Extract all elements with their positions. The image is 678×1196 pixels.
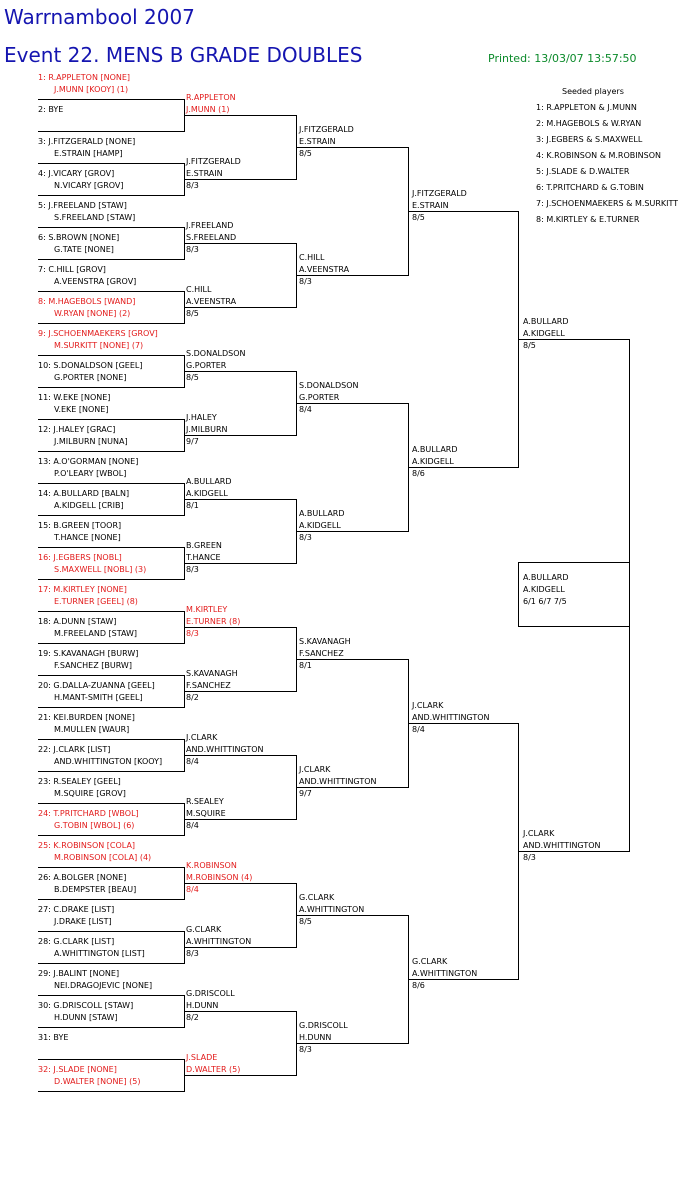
round3-score: 8/1: [299, 661, 312, 670]
round3-player2: AND.WHITTINGTON: [299, 777, 377, 786]
draw-entry-player2: J.DRAKE [LIST]: [54, 917, 112, 926]
draw-entry-player1: 30: G.DRISCOLL [STAW]: [38, 1001, 134, 1010]
draw-entry-player1: 14: A.BULLARD [BALN]: [38, 489, 130, 498]
round2-line: [184, 1011, 297, 1012]
round2-score: 8/1: [186, 501, 199, 510]
round2-player1: K.ROBINSON: [186, 861, 237, 870]
round2-player2: J.MUNN (1): [186, 105, 230, 114]
draw-line: [38, 899, 185, 900]
draw-entry-player2: A.KIDGELL [CRIB]: [54, 501, 124, 510]
draw-entry-player1: 28: G.CLARK [LIST]: [38, 937, 115, 946]
draw-entry-player1: 22: J.CLARK [LIST]: [38, 745, 111, 754]
draw-entry-player1: 29: J.BALINT [NONE]: [38, 969, 120, 978]
semifinal-player1: A.BULLARD: [523, 317, 569, 326]
round3-score: 8/3: [299, 533, 312, 542]
draw-entry-player1: 12: J.HALEY [GRAC]: [38, 425, 116, 434]
round4-line: [408, 211, 519, 212]
round2-score: 8/3: [186, 949, 199, 958]
round2-score: 8/3: [186, 245, 199, 254]
final-box-left: [518, 562, 519, 627]
draw-entry-player2: G.TOBIN [WBOL] (6): [54, 821, 135, 830]
round2-player2: T.HANCE: [186, 553, 221, 562]
final-box-bottom: [518, 626, 630, 627]
semifinal-player2: AND.WHITTINGTON: [523, 841, 601, 850]
draw-line: [38, 387, 185, 388]
round2-line: [184, 179, 297, 180]
round2-player2: E.TURNER (8): [186, 617, 241, 626]
draw-entry-player2: M.SQUIRE [GROV]: [54, 789, 126, 798]
round4-line: [408, 979, 519, 980]
round4-score: 8/6: [412, 981, 425, 990]
draw-entry-player2: G.PORTER [NONE]: [54, 373, 127, 382]
round3-score: 9/7: [299, 789, 312, 798]
round2-player1: S.DONALDSON: [186, 349, 246, 358]
draw-entry-player1: 24: T.PRITCHARD [WBOL]: [38, 809, 139, 818]
draw-entry-player1: 25: K.ROBINSON [COLA]: [38, 841, 136, 850]
round3-player1: A.BULLARD: [299, 509, 345, 518]
draw-entry-player2: N.VICARY [GROV]: [54, 181, 124, 190]
draw-line: [38, 931, 185, 932]
round4-player1: J.CLARK: [412, 701, 444, 710]
round2-score: 8/3: [186, 181, 199, 190]
round2-line: [184, 627, 297, 628]
round2-line: [184, 755, 297, 756]
round2-player1: J.SLADE: [186, 1053, 218, 1062]
draw-entry-player2: V.EKE [NONE]: [54, 405, 109, 414]
draw-entry-player2: E.TURNER [GEEL] (8): [54, 597, 138, 606]
draw-entry-player1: 8: M.HAGEBOLS [WAND]: [38, 297, 136, 306]
round4-line: [408, 467, 519, 468]
draw-entry-player2: M.MULLEN [WAUR]: [54, 725, 130, 734]
draw-line: [38, 867, 185, 868]
round4-player1: G.CLARK: [412, 957, 448, 966]
draw-line: [38, 963, 185, 964]
draw-entry-player1: 32: J.SLADE [NONE]: [38, 1065, 117, 1074]
round2-player2: M.SQUIRE: [186, 809, 226, 818]
draw-entry-player2: H.DUNN [STAW]: [54, 1013, 118, 1022]
round2-score: 8/4: [186, 821, 199, 830]
seeded-player-entry: 8: M.KIRTLEY & E.TURNER: [536, 215, 640, 224]
round3-player1: S.KAVANAGH: [299, 637, 351, 646]
semifinal-score: 8/5: [523, 341, 536, 350]
round3-score: 8/3: [299, 1045, 312, 1054]
round3-player2: F.SANCHEZ: [299, 649, 344, 658]
round3-score: 8/4: [299, 405, 312, 414]
draw-entry-player2: H.MANT-SMITH [GEEL]: [54, 693, 143, 702]
round2-line: [184, 819, 297, 820]
draw-entry-player2: G.TATE [NONE]: [54, 245, 114, 254]
draw-entry-player1: 3: J.FITZGERALD [NONE]: [38, 137, 136, 146]
draw-line: [38, 227, 185, 228]
round2-line: [184, 883, 297, 884]
round2-player1: C.HILL: [186, 285, 212, 294]
round2-line: [184, 499, 297, 500]
draw-line: [38, 739, 185, 740]
draw-entry-player1: 27: C.DRAKE [LIST]: [38, 905, 115, 914]
draw-entry-player2: B.DEMPSTER [BEAU]: [54, 885, 137, 894]
round3-player1: J.CLARK: [299, 765, 331, 774]
round4-score: 8/4: [412, 725, 425, 734]
draw-entry-player2: AND.WHITTINGTON [KOOY]: [54, 757, 163, 766]
round3-player1: G.CLARK: [299, 893, 335, 902]
semifinal-line: [518, 851, 630, 852]
event-title: Event 22. MENS B GRADE DOUBLES: [4, 43, 363, 67]
round3-score: 8/3: [299, 277, 312, 286]
round2-player2: E.STRAIN: [186, 169, 223, 178]
draw-entry-player2: M.SURKITT [NONE] (7): [54, 341, 144, 350]
round2-score: 8/2: [186, 693, 199, 702]
round3-line: [296, 531, 409, 532]
round3-player1: J.FITZGERALD: [299, 125, 354, 134]
round2-player1: B.GREEN: [186, 541, 222, 550]
draw-entry-player1: 1: R.APPLETON [NONE]: [38, 73, 131, 82]
draw-entry-player2: S.FREELAND [STAW]: [54, 213, 136, 222]
seeded-player-entry: 2: M.HAGEBOLS & W.RYAN: [536, 119, 642, 128]
round4-player1: J.FITZGERALD: [412, 189, 467, 198]
round2-player1: R.SEALEY: [186, 797, 224, 806]
draw-line: [38, 419, 185, 420]
round2-player1: A.BULLARD: [186, 477, 232, 486]
round4-player2: A.WHITTINGTON: [412, 969, 478, 978]
draw-line: [38, 707, 185, 708]
draw-entry-player2: W.RYAN [NONE] (2): [54, 309, 131, 318]
round2-score: 8/5: [186, 373, 199, 382]
round2-player1: J.FREELAND: [186, 221, 234, 230]
round2-line: [184, 947, 297, 948]
round2-line: [184, 691, 297, 692]
round2-player1: J.HALEY: [186, 413, 217, 422]
round4-player1: A.BULLARD: [412, 445, 458, 454]
draw-line: [38, 835, 185, 836]
draw-entry-player1: 7: C.HILL [GROV]: [38, 265, 106, 274]
round3-player2: A.VEENSTRA: [299, 265, 350, 274]
draw-entry-player1: 5: J.FREELAND [STAW]: [38, 201, 127, 210]
round3-player1: S.DONALDSON: [299, 381, 359, 390]
draw-entry-player2: A.VEENSTRA [GROV]: [54, 277, 137, 286]
semifinal-line: [518, 339, 630, 340]
draw-line: [38, 163, 185, 164]
round3-line: [296, 659, 409, 660]
round4-player2: A.KIDGELL: [412, 457, 454, 466]
seeded-player-entry: 7: J.SCHOENMAEKERS & M.SURKITT: [536, 199, 678, 208]
draw-entry-player2: S.MAXWELL [NOBL] (3): [54, 565, 147, 574]
draw-line: [38, 771, 185, 772]
round2-player1: J.CLARK: [186, 733, 218, 742]
draw-entry-player1: 31: BYE: [38, 1033, 69, 1042]
round4-line: [408, 723, 519, 724]
seeded-player-entry: 1: R.APPLETON & J.MUNN: [536, 103, 637, 112]
draw-line: [38, 451, 185, 452]
round3-line: [296, 915, 409, 916]
round3-player1: G.DRISCOLL: [299, 1021, 348, 1030]
round2-score: 8/3: [186, 565, 199, 574]
draw-entry-player1: 10: S.DONALDSON [GEEL]: [38, 361, 143, 370]
draw-entry-player2: NEI.DRAGOJEVIC [NONE]: [54, 981, 153, 990]
draw-line: [38, 483, 185, 484]
draw-entry-player1: 6: S.BROWN [NONE]: [38, 233, 120, 242]
round2-line: [184, 1075, 297, 1076]
round2-player2: M.ROBINSON (4): [186, 873, 253, 882]
round2-player2: F.SANCHEZ: [186, 681, 231, 690]
round2-player2: A.VEENSTRA: [186, 297, 237, 306]
round2-line: [184, 435, 297, 436]
draw-entry-player1: 15: B.GREEN [TOOR]: [38, 521, 122, 530]
round3-line: [296, 403, 409, 404]
round2-score: 9/7: [186, 437, 199, 446]
draw-line: [38, 515, 185, 516]
draw-line: [38, 643, 185, 644]
draw-entry-player1: 26: A.BOLGER [NONE]: [38, 873, 127, 882]
round4-player2: AND.WHITTINGTON: [412, 713, 490, 722]
draw-line: [38, 291, 185, 292]
draw-entry-player2: D.WALTER [NONE] (5): [54, 1077, 141, 1086]
draw-entry-player1: 4: J.VICARY [GROV]: [38, 169, 115, 178]
draw-line: [38, 355, 185, 356]
round2-player2: H.DUNN: [186, 1001, 219, 1010]
draw-line: [38, 995, 185, 996]
round2-line: [184, 563, 297, 564]
round4-score: 8/5: [412, 213, 425, 222]
draw-entry-player1: 18: A.DUNN [STAW]: [38, 617, 117, 626]
draw-entry-player2: J.MILBURN [NUNA]: [54, 437, 128, 446]
draw-entry-player2: E.STRAIN [HAMP]: [54, 149, 123, 158]
seeded-player-entry: 4: K.ROBINSON & M.ROBINSON: [536, 151, 661, 160]
draw-line: [38, 803, 185, 804]
seeded-player-entry: 5: J.SLADE & D.WALTER: [536, 167, 630, 176]
round2-score: 8/2: [186, 1013, 199, 1022]
draw-entry-player2: M.ROBINSON [COLA] (4): [54, 853, 152, 862]
seeded-player-entry: 3: J.EGBERS & S.MAXWELL: [536, 135, 643, 144]
draw-entry-player1: 19: S.KAVANAGH [BURW]: [38, 649, 139, 658]
champion-player1: A.BULLARD: [523, 573, 569, 582]
round3-line: [296, 1043, 409, 1044]
round2-line: [184, 371, 297, 372]
round3-player2: G.PORTER: [299, 393, 340, 402]
draw-entry-player1: 20: G.DALLA-ZUANNA [GEEL]: [38, 681, 155, 690]
final-box-top: [518, 562, 630, 563]
champion-player2: A.KIDGELL: [523, 585, 565, 594]
semifinal-score: 8/3: [523, 853, 536, 862]
semifinal-player2: A.KIDGELL: [523, 329, 565, 338]
tournament-title: Warrnambool 2007: [4, 5, 195, 29]
draw-entry-player1: 16: J.EGBERS [NOBL]: [38, 553, 122, 562]
round2-player2: S.FREELAND: [186, 233, 237, 242]
round2-player1: J.FITZGERALD: [186, 157, 241, 166]
round2-score: 8/5: [186, 309, 199, 318]
semifinal-player1: J.CLARK: [523, 829, 555, 838]
round2-player2: D.WALTER (5): [186, 1065, 241, 1074]
draw-line: [38, 579, 185, 580]
round2-score: 8/3: [186, 629, 199, 638]
round3-line: [296, 787, 409, 788]
draw-line: [38, 195, 185, 196]
draw-line: [38, 1059, 185, 1060]
round3-score: 8/5: [299, 149, 312, 158]
draw-entry-player2: M.FREELAND [STAW]: [54, 629, 138, 638]
round2-score: 8/4: [186, 757, 199, 766]
printed-timestamp: Printed: 13/03/07 13:57:50: [488, 52, 637, 65]
seeded-players-title: Seeded players: [562, 87, 624, 96]
round2-player1: G.DRISCOLL: [186, 989, 235, 998]
draw-entry-player1: 2: BYE: [38, 105, 64, 114]
round2-line: [184, 115, 297, 116]
draw-entry-player2: J.MUNN [KOOY] (1): [54, 85, 129, 94]
seeded-player-entry: 6: T.PRITCHARD & G.TOBIN: [536, 183, 644, 192]
draw-line: [38, 675, 185, 676]
round2-player1: G.CLARK: [186, 925, 222, 934]
round2-player2: AND.WHITTINGTON: [186, 745, 264, 754]
round2-player1: S.KAVANAGH: [186, 669, 238, 678]
draw-entry-player1: 17: M.KIRTLEY [NONE]: [38, 585, 127, 594]
round2-player2: A.WHITTINGTON: [186, 937, 252, 946]
draw-line: [38, 131, 185, 132]
draw-line: [38, 1027, 185, 1028]
draw-line: [38, 99, 185, 100]
draw-line: [38, 611, 185, 612]
round3-score: 8/5: [299, 917, 312, 926]
round2-player2: J.MILBURN: [186, 425, 228, 434]
draw-entry-player1: 13: A.O'GORMAN [NONE]: [38, 457, 139, 466]
round4-score: 8/6: [412, 469, 425, 478]
round3-player2: H.DUNN: [299, 1033, 332, 1042]
draw-entry-player1: 11: W.EKE [NONE]: [38, 393, 111, 402]
draw-line: [38, 323, 185, 324]
round3-player1: C.HILL: [299, 253, 325, 262]
round3-player2: A.WHITTINGTON: [299, 905, 365, 914]
draw-entry-player2: A.WHITTINGTON [LIST]: [54, 949, 145, 958]
draw-line: [38, 259, 185, 260]
round3-line: [296, 147, 409, 148]
final-score: 6/1 6/7 7/5: [523, 597, 567, 606]
draw-entry-player1: 9: J.SCHOENMAEKERS [GROV]: [38, 329, 158, 338]
round4-player2: E.STRAIN: [412, 201, 449, 210]
round2-score: 8/4: [186, 885, 199, 894]
round3-line: [296, 275, 409, 276]
draw-entry-player2: T.HANCE [NONE]: [54, 533, 121, 542]
draw-entry-player1: 23: R.SEALEY [GEEL]: [38, 777, 121, 786]
draw-entry-player1: 21: KEI.BURDEN [NONE]: [38, 713, 135, 722]
round2-player1: R.APPLETON: [186, 93, 236, 102]
draw-line: [38, 1091, 185, 1092]
round2-player2: A.KIDGELL: [186, 489, 228, 498]
round3-player2: A.KIDGELL: [299, 521, 341, 530]
round2-line: [184, 243, 297, 244]
draw-entry-player2: P.O'LEARY [WBOL]: [54, 469, 127, 478]
round2-player2: G.PORTER: [186, 361, 227, 370]
round3-player2: E.STRAIN: [299, 137, 336, 146]
draw-line: [38, 547, 185, 548]
bracket-connector: [629, 339, 630, 852]
draw-entry-player2: F.SANCHEZ [BURW]: [54, 661, 132, 670]
round2-player1: M.KIRTLEY: [186, 605, 228, 614]
round2-line: [184, 307, 297, 308]
